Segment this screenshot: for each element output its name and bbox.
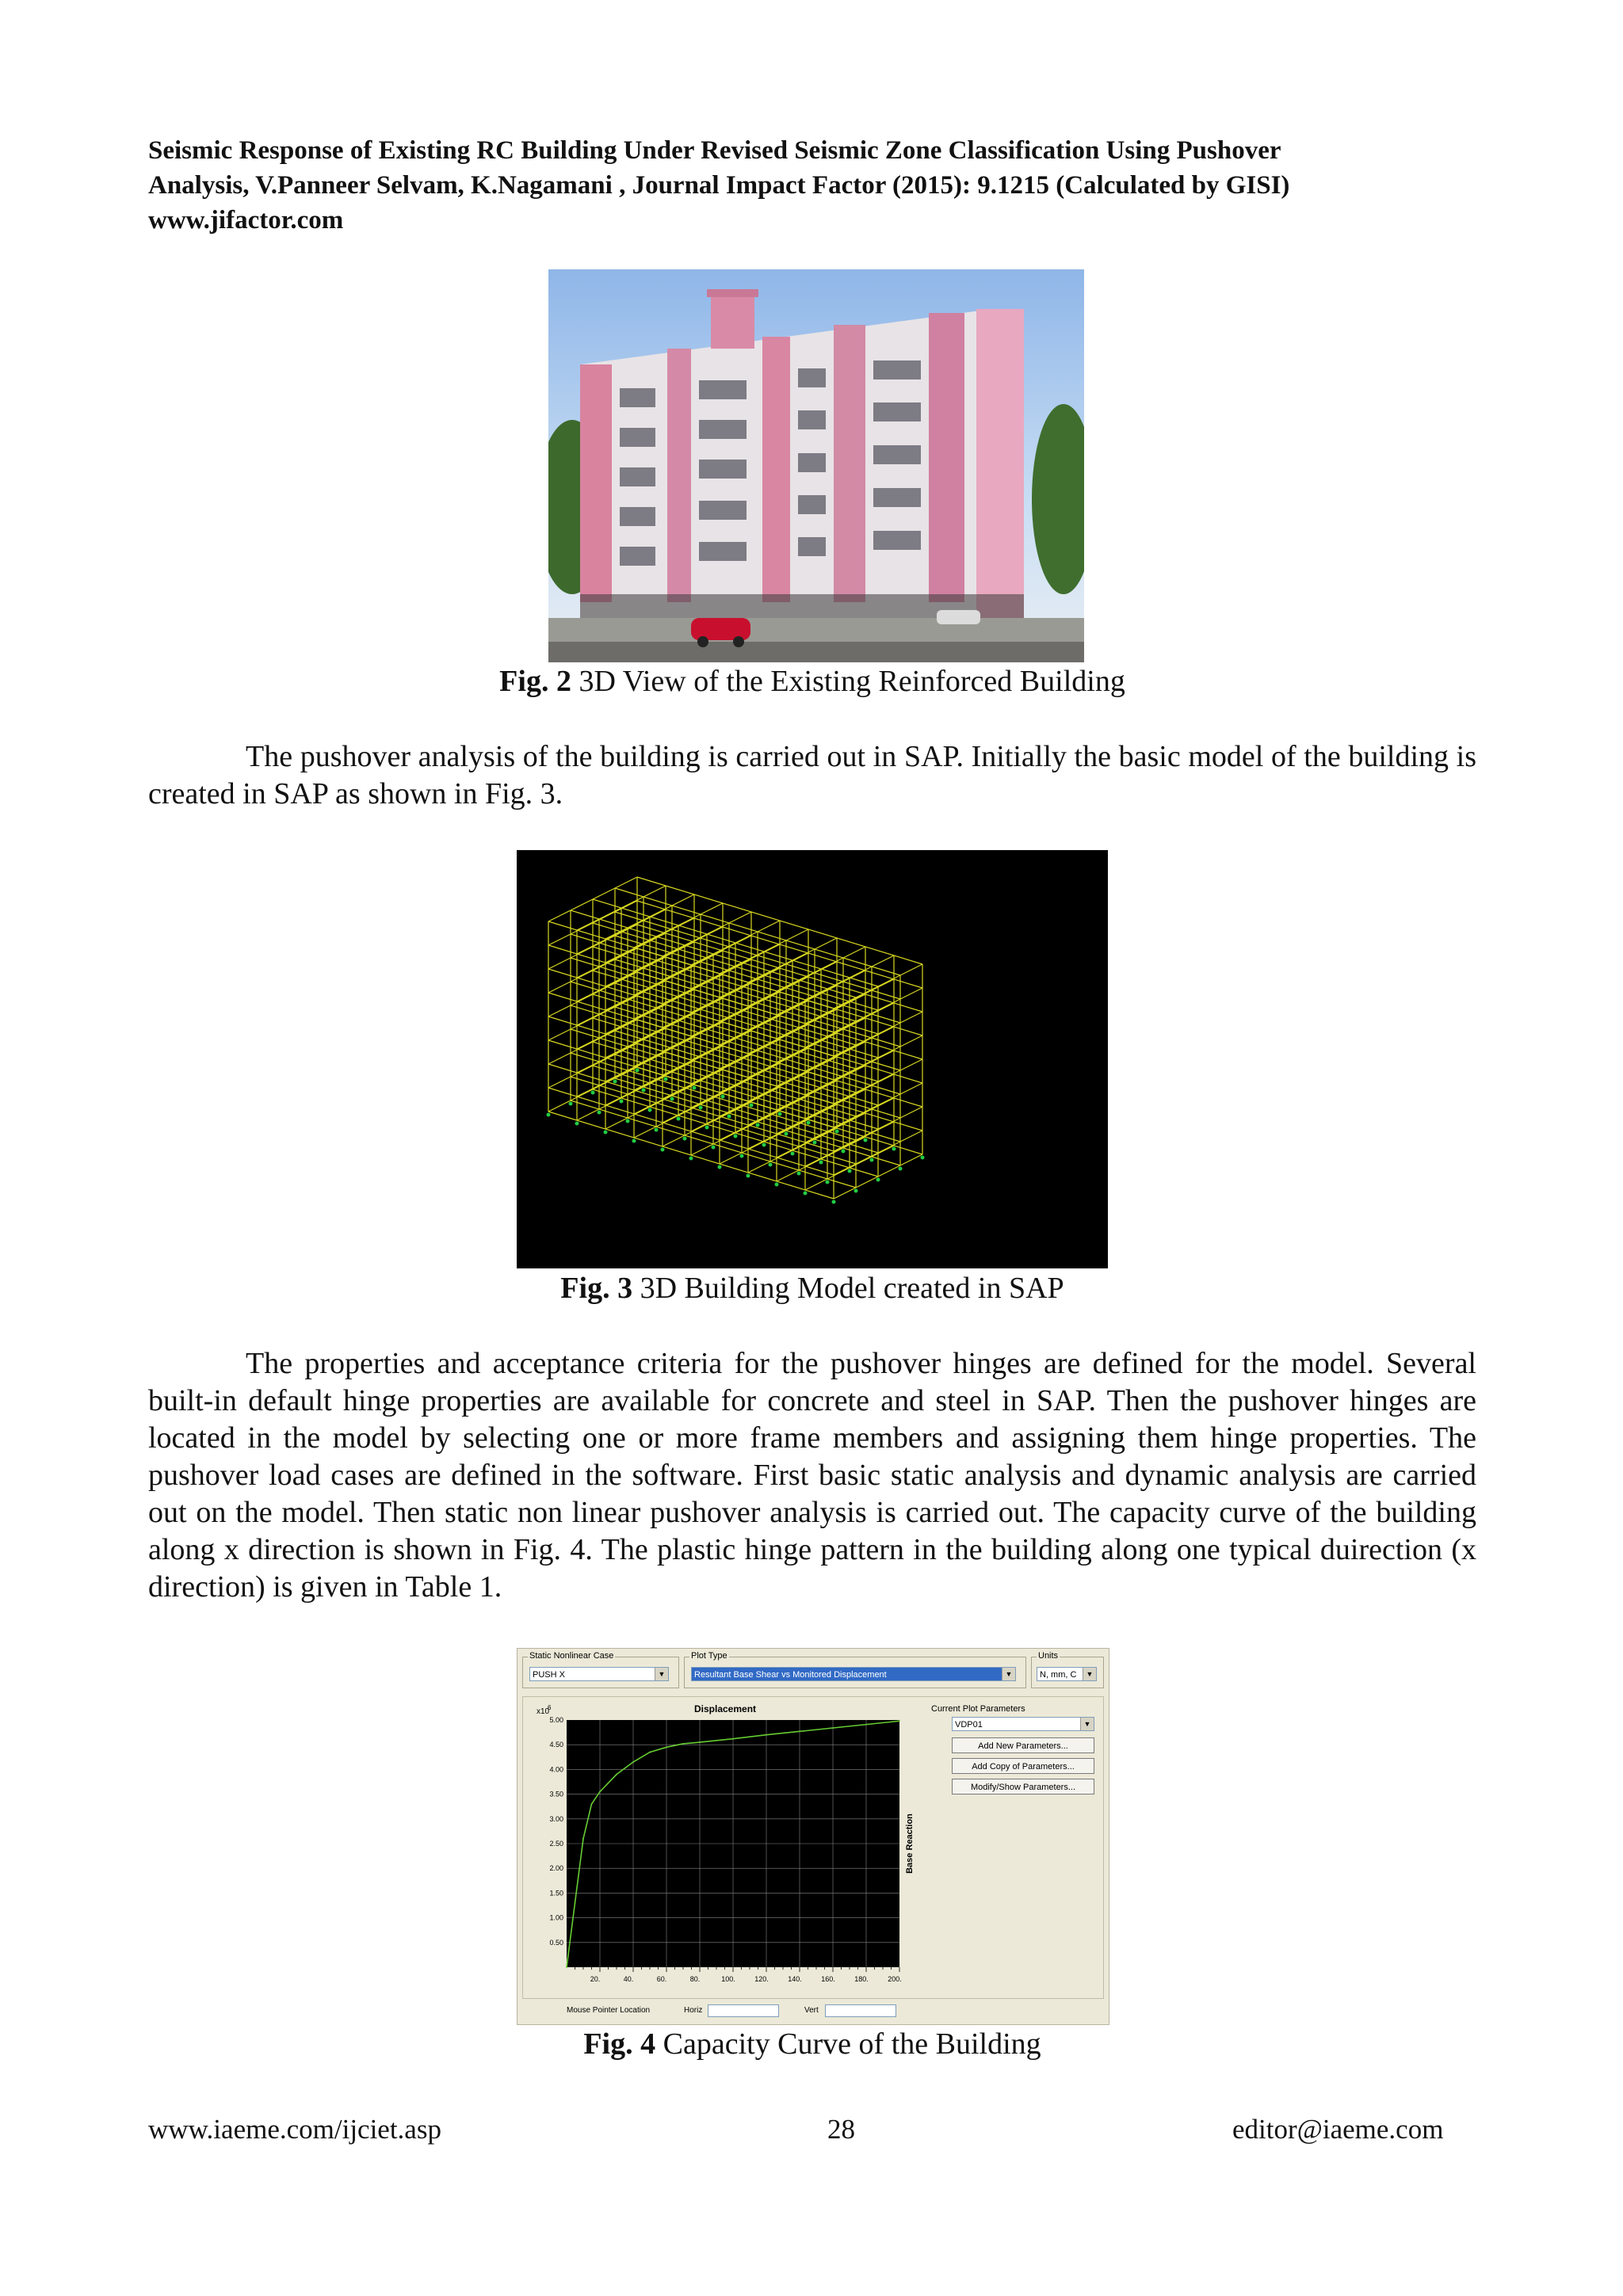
y-tick-label: 1.50 bbox=[549, 1889, 563, 1897]
curve-point bbox=[599, 1791, 601, 1793]
modify-show-parameters-button[interactable]: Modify/Show Parameters... bbox=[952, 1779, 1094, 1794]
y-tick-label: 3.00 bbox=[549, 1814, 563, 1823]
curve-point bbox=[799, 1730, 800, 1732]
vert-label: Vert bbox=[804, 2006, 819, 2015]
x-tick-label: 140. bbox=[788, 1975, 802, 1983]
x-tick-label: 80. bbox=[689, 1975, 701, 1983]
page-number: 28 bbox=[827, 2114, 855, 2145]
horiz-label: Horiz bbox=[684, 2006, 703, 2015]
y-tick-label: 0.50 bbox=[549, 1938, 563, 1947]
footer-email: editor@iaeme.com bbox=[1232, 2114, 1444, 2145]
plot-type-group bbox=[684, 1651, 1026, 1688]
plot-type-label: Plot Type bbox=[691, 1651, 727, 1661]
x-tick-label: 60. bbox=[656, 1975, 667, 1983]
chevron-down-icon: ▼ bbox=[1002, 1668, 1015, 1680]
fig4-number: Fig. 4 bbox=[583, 2027, 656, 2061]
x-tick-label: 200. bbox=[888, 1975, 902, 1983]
current-params-label: Current Plot Parameters bbox=[931, 1704, 1025, 1714]
curve-point bbox=[616, 1774, 617, 1775]
y-tick-label: 5.00 bbox=[549, 1716, 563, 1724]
y-tick-label: 4.00 bbox=[549, 1765, 563, 1774]
units-label: Units bbox=[1038, 1651, 1059, 1661]
curve-point bbox=[632, 1761, 634, 1763]
x-tick-label: 100. bbox=[721, 1975, 735, 1983]
curve-point bbox=[766, 1734, 767, 1736]
x-tick-label: 20. bbox=[590, 1975, 601, 1983]
static-case-select[interactable] bbox=[529, 1667, 669, 1681]
curve-point bbox=[682, 1743, 684, 1745]
curve-point bbox=[582, 1838, 584, 1840]
footer-url: www.iaeme.com/ijciet.asp bbox=[148, 2114, 441, 2145]
paragraph-1: The pushover analysis of the building is carried out in SAP. Initially the basic model of the building is created in SAP as shown in Fig. 3. bbox=[148, 740, 1476, 810]
x-tick-label: 180. bbox=[854, 1975, 869, 1983]
y-tick-label: 1.00 bbox=[549, 1913, 563, 1922]
header-line-1: Seismic Response of Existing RC Building Under Revised Seismic Zone Classification Using Pushover bbox=[148, 136, 1281, 165]
sap-model-image bbox=[517, 850, 1108, 1268]
paper-header bbox=[148, 133, 1476, 238]
units-value: N, mm, C bbox=[1040, 1670, 1077, 1680]
mouse-location-label: Mouse Pointer Location bbox=[567, 2006, 651, 2015]
curve-point bbox=[899, 1720, 900, 1722]
y-tick-label: 4.50 bbox=[549, 1741, 563, 1749]
horiz-field[interactable] bbox=[708, 2004, 779, 2017]
y-multiplier-exponent: 6 bbox=[548, 1704, 552, 1711]
fig2-number: Fig. 2 bbox=[499, 665, 571, 698]
add-new-parameters-button[interactable]: Add New Parameters... bbox=[952, 1737, 1094, 1753]
chevron-down-icon: ▼ bbox=[655, 1668, 668, 1680]
curve-point bbox=[566, 1966, 567, 1968]
capacity-curve-chart bbox=[525, 1699, 938, 1993]
current-params-select[interactable] bbox=[952, 1717, 1094, 1731]
curve-point bbox=[699, 1741, 701, 1743]
plot-type-value: Resultant Base Shear vs Monitored Displacement bbox=[694, 1670, 887, 1680]
fig3-text: 3D Building Model created in SAP bbox=[640, 1272, 1064, 1305]
static-case-group bbox=[522, 1651, 679, 1688]
header-line-3: www.jifactor.com bbox=[148, 206, 344, 235]
fig3-number: Fig. 3 bbox=[560, 1272, 633, 1305]
add-copy-parameters-button[interactable]: Add Copy of Parameters... bbox=[952, 1758, 1094, 1774]
curve-point bbox=[575, 1902, 576, 1904]
current-params-value: VDP01 bbox=[955, 1720, 983, 1730]
fig4-text: Capacity Curve of the Building bbox=[663, 2027, 1041, 2061]
y-tick-label: 2.00 bbox=[549, 1864, 563, 1873]
curve-point bbox=[732, 1738, 734, 1740]
fig2-text: 3D View of the Existing Reinforced Building bbox=[579, 665, 1125, 698]
plot-type-select[interactable] bbox=[691, 1667, 1016, 1681]
static-case-label: Static Nonlinear Case bbox=[529, 1651, 614, 1661]
curve-point bbox=[649, 1752, 651, 1753]
paragraph-2: The properties and acceptance criteria for the pushover hinges are defined for the model. Several built-in default hinge properties are available for concrete and steel in SAP. Then the pushover hinges are located in the model by selecting one or more frame members and assigning them hinge properties. The pushover load cases are defined in the software. First basic static analysis and dynamic analysis are carried out on the model. Then static non linear pushover analysis is carried out. The capacity curve of the building along x direction is shown in Fig. 4. The plastic hinge pattern in the building along one typical duirection (x direction) is given in Table 1. bbox=[148, 1347, 1476, 1604]
static-case-value: PUSH X bbox=[533, 1670, 565, 1680]
chevron-down-icon: ▼ bbox=[1080, 1718, 1094, 1730]
x-tick-label: 40. bbox=[623, 1975, 634, 1983]
pushover-curve-panel bbox=[517, 1648, 1109, 2025]
y-multiplier: x10 bbox=[537, 1707, 550, 1716]
units-select[interactable] bbox=[1037, 1667, 1097, 1681]
y-tick-label: 3.50 bbox=[549, 1790, 563, 1798]
header-line-2: Analysis, V.Panneer Selvam, K.Nagamani , Journal Impact Factor (2015): 9.1215 (Calculated by GISI) bbox=[148, 171, 1290, 200]
frame-wireframe bbox=[548, 877, 922, 1199]
vert-field[interactable] bbox=[825, 2004, 896, 2017]
curve-point bbox=[591, 1803, 593, 1805]
curve-point bbox=[865, 1724, 867, 1726]
x-tick-label: 160. bbox=[821, 1975, 835, 1983]
fig2-caption bbox=[148, 664, 1476, 699]
y-tick-label: 2.50 bbox=[549, 1840, 563, 1848]
x-tick-label: 120. bbox=[754, 1975, 769, 1983]
fig4-caption bbox=[148, 2027, 1476, 2061]
curve-point bbox=[666, 1746, 667, 1748]
curve-point bbox=[832, 1727, 834, 1729]
units-group bbox=[1031, 1651, 1104, 1688]
building-photo bbox=[548, 269, 1084, 662]
y-axis-label: Base Reaction bbox=[905, 1814, 915, 1874]
fig3-caption bbox=[148, 1271, 1476, 1306]
chevron-down-icon: ▼ bbox=[1083, 1668, 1096, 1680]
chart-title: Displacement bbox=[693, 1703, 757, 1714]
